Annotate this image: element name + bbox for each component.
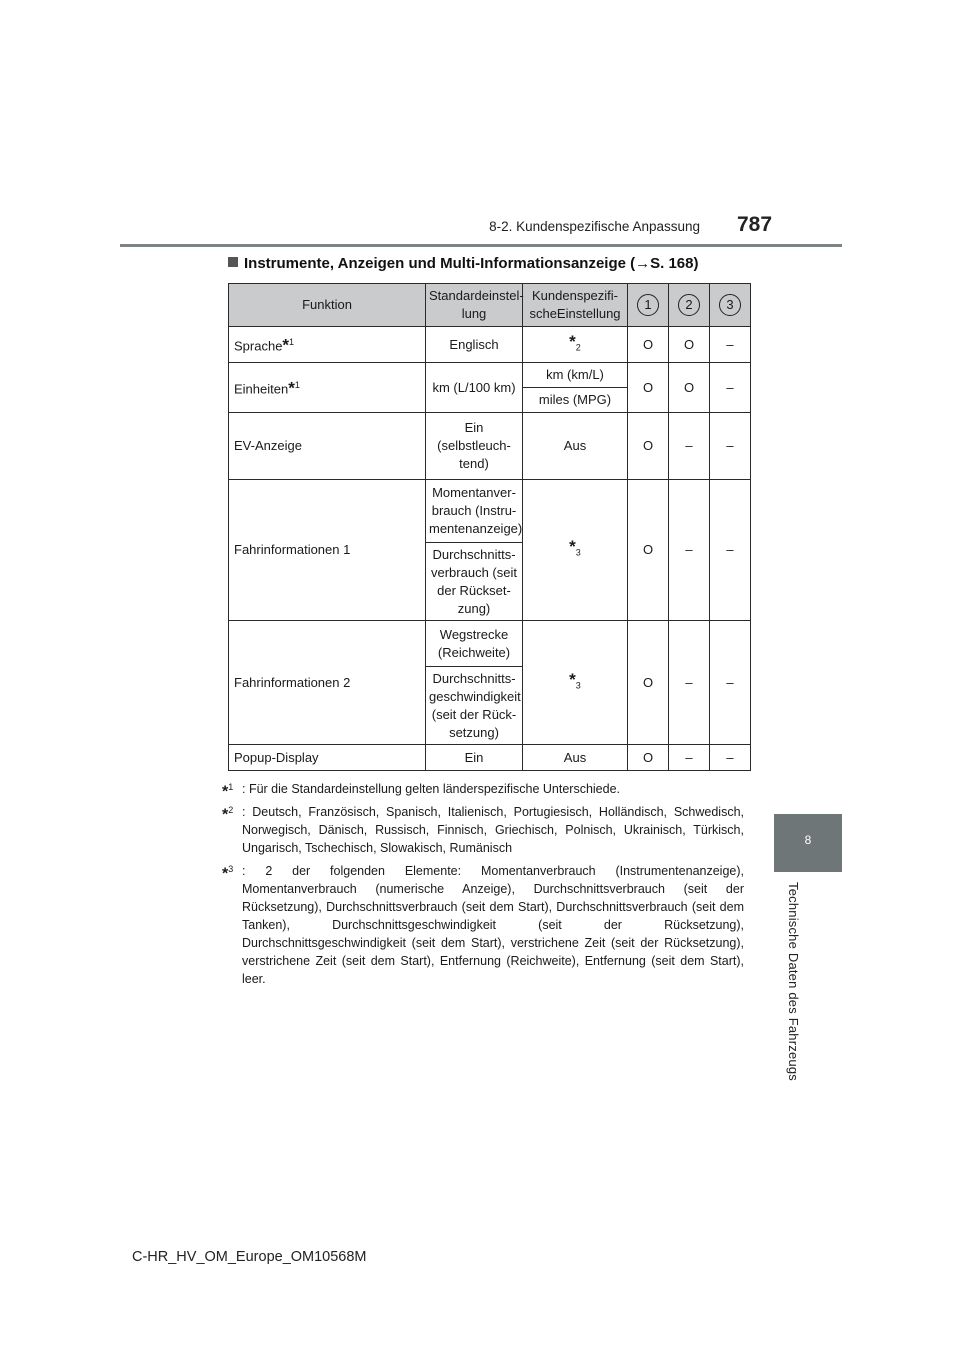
cell-c2: O [669, 327, 710, 363]
asterisk-icon: *$^1$ [222, 782, 234, 801]
asterisk-icon: * [569, 331, 576, 351]
header-custom: Kundenspezifi- scheEinstellung [523, 284, 628, 327]
footnote-1: *$^1$ : Für die Standardeinstellung gelten länderspezifische Unterschiede. [222, 780, 744, 798]
cell-c1: O [628, 413, 669, 480]
header-col-2 [669, 284, 710, 327]
cell-default: Wegstrecke (Reichweite) [426, 621, 523, 667]
settings-table [228, 283, 751, 771]
cell-default: Durchschnitts- geschwindigkeit (seit der Rück- setzung) [426, 667, 523, 745]
cell-c3: – [710, 363, 751, 413]
header-function: Funktion [229, 284, 426, 327]
footnote-2: *$^2$ : Deutsch, Französisch, Spanisch, Italienisch, Portugiesisch, Holländisch, Schwedisch, Norwegisch, Dänisch, Russisch, Finnisch, Griechisch, Polnisch, Ukrainisch, Türkisch, Ungarisch, Tschechisch, Slowakisch, Rumänisch [222, 803, 744, 857]
table-header-row [229, 284, 751, 327]
section-title: 8-2. Kundenspezifische Anpassung [489, 219, 700, 234]
cell-c2: O [669, 363, 710, 413]
document-code: C-HR_HV_OM_Europe_OM10568M [132, 1249, 367, 1265]
cell-custom: $*_3$ [523, 621, 628, 745]
cell-c1: O [628, 745, 669, 771]
cell-c1: O [628, 480, 669, 621]
asterisk-icon: * [282, 335, 290, 355]
circled-2-icon: 2 [678, 294, 700, 316]
chapter-label: Technische Daten des Fahrzeugs [786, 882, 801, 1081]
cell-custom: $*_2$ [523, 327, 628, 363]
table-row [229, 745, 751, 771]
asterisk-icon: * [569, 537, 576, 557]
cell-custom: km (km/L) [523, 363, 628, 388]
cell-custom: $*_3$ [523, 480, 628, 621]
cell-default: Ein [426, 745, 523, 771]
page-number: 787 [737, 213, 773, 236]
cell-c2: – [669, 413, 710, 480]
footnotes [222, 780, 744, 993]
cell-function: Fahrinformationen 2 [229, 621, 426, 745]
header-col-1 [628, 284, 669, 327]
cell-c3: – [710, 480, 751, 621]
heading-text: Instrumente, Anzeigen und Multi-Informationsanzeige (→S. 168) [244, 255, 699, 272]
chapter-number: 8 [804, 833, 812, 847]
asterisk-icon: * [288, 378, 295, 398]
cell-function: Fahrinformationen 1 [229, 480, 426, 621]
cell-custom: Aus [523, 413, 628, 480]
asterisk-icon: *$^2$ [222, 805, 234, 824]
cell-function: Einheiten*$^1$ [229, 363, 426, 413]
table-row [229, 480, 751, 543]
table-row [229, 363, 751, 388]
cell-default: Durchschnitts- verbrauch (seit der Rückset- zung) [426, 543, 523, 621]
asterisk-icon: *$^3$ [222, 864, 234, 883]
cell-c2: – [669, 621, 710, 745]
footnote-3: *$^3$ : 2 der folgenden Elemente: Momentanverbrauch (Instrumentenanzeige), Momentanverbrauch (numerische Anzeige), Durchschnittsverbrauch (seit der Rücksetzung), Durchschnittsverbrauch (seit dem Start), Durchschnittsverbrauch (seit dem Tanken), Durchschnittsgeschwindigkeit (seit der Rücksetzung), Durchschnittsgeschwindigkeit (seit dem Start), verstrichene Zeit (seit der Rücksetzung), verstrichene Zeit (seit dem Start), Entfernung (Reichweite), Entfernung (seit dem Start), leer. [222, 862, 744, 988]
square-bullet-icon [228, 257, 238, 267]
cell-c1: O [628, 327, 669, 363]
table-row [229, 621, 751, 667]
header-default: Standardeinstel- lung [426, 284, 523, 327]
cell-default: Momentanver- brauch (Instru- mentenanzeige) [426, 480, 523, 543]
cell-c3: – [710, 327, 751, 363]
cell-custom: Aus [523, 745, 628, 771]
cell-c3: – [710, 621, 751, 745]
cell-c2: – [669, 745, 710, 771]
cell-default: km (L/100 km) [426, 363, 523, 413]
table-row [229, 413, 751, 480]
cell-c3: – [710, 413, 751, 480]
cell-function: EV-Anzeige [229, 413, 426, 480]
header-rule [120, 244, 842, 247]
cell-default: Ein (selbstleuch- tend) [426, 413, 523, 480]
circled-1-icon: 1 [637, 294, 659, 316]
header-col-3 [710, 284, 751, 327]
cell-c1: O [628, 363, 669, 413]
section-heading [228, 255, 698, 272]
cell-default: Englisch [426, 327, 523, 363]
circled-3-icon: 3 [719, 294, 741, 316]
cell-c1: O [628, 621, 669, 745]
cell-c2: – [669, 480, 710, 621]
cell-custom: miles (MPG) [523, 388, 628, 413]
cell-function: Popup-Display [229, 745, 426, 771]
asterisk-icon: * [569, 669, 576, 689]
cell-function: Sprache*$^1$ [229, 327, 426, 363]
table-row [229, 327, 751, 363]
cell-c3: – [710, 745, 751, 771]
